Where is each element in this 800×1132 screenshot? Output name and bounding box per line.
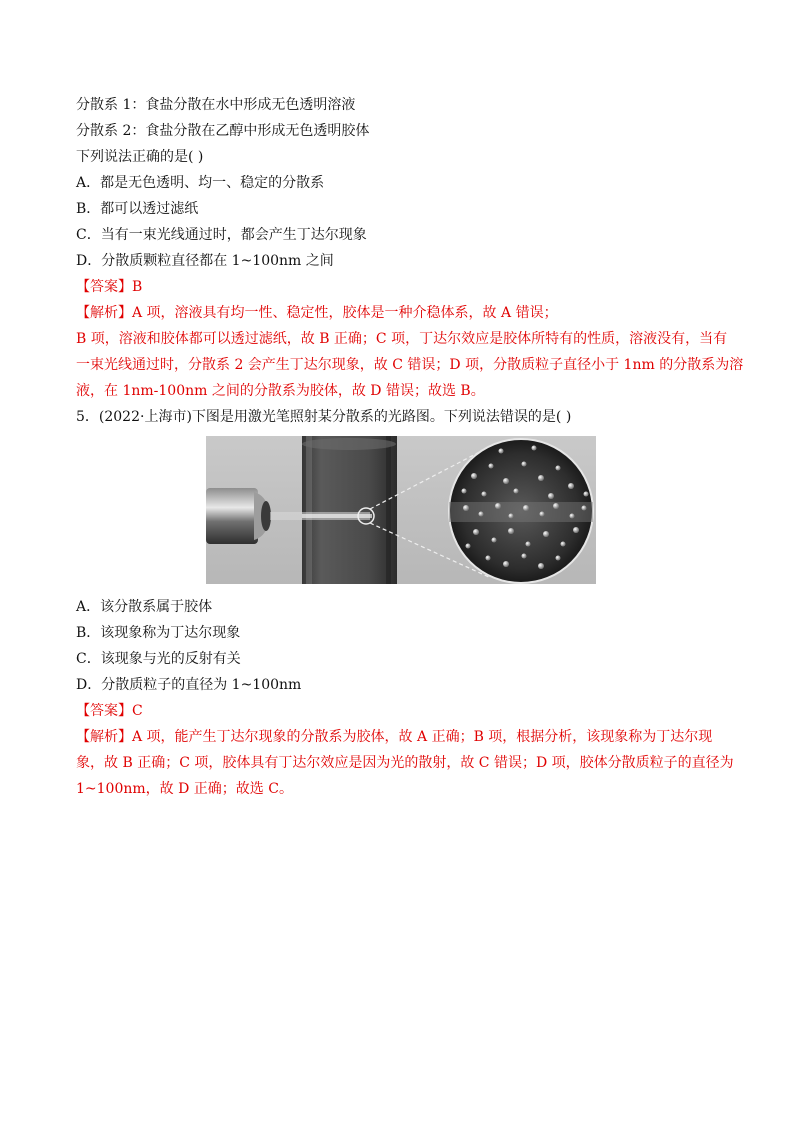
q5-option-b: B．该现象称为丁达尔现象: [76, 625, 241, 641]
q4-option-a: A．都是无色透明、均一、稳定的分散系: [76, 175, 325, 191]
q4-analysis-line-3: 一束光线通过时，分散系 2 会产生丁达尔现象，故 C 错误；D 项，分散质粒子直径小于 1nm 的分散系为溶: [76, 357, 744, 373]
q4-option-c: C．当有一束光线通过时，都会产生丁达尔现象: [76, 227, 367, 243]
q5-analysis-line-3: 1~100nm，故 D 正确；故选 C。: [76, 781, 293, 797]
q5-analysis-line-2: 象，故 B 正确；C 项，胶体具有丁达尔效应是因为光的散射，故 C 错误；D 项，胶体分散质粒子的直径为: [76, 755, 734, 771]
q4-question: 下列说法正确的是( ): [76, 149, 204, 165]
laser-pointer: [206, 488, 271, 544]
q4-intro-1: 分散系 1：食盐分散在水中形成无色透明溶液: [76, 97, 356, 113]
q4-analysis-line-1: 【解析】A 项，溶液具有均一性、稳定性，胶体是一种介稳体系，故 A 错误；: [76, 305, 558, 321]
q5-analysis-line-1: 【解析】A 项，能产生丁达尔现象的分散系为胶体，故 A 正确；B 项，根据分析，该现象称为丁达尔现: [76, 729, 713, 745]
q4-answer: 【答案】B: [76, 279, 143, 295]
document-page: [76, 92, 744, 802]
q4-analysis-line-2: B 项，溶液和胶体都可以透过滤纸，故 B 正确；C 项，丁达尔效应是胶体所特有的性质，溶液没有，当有: [76, 331, 728, 347]
q5-option-c: C．该现象与光的反射有关: [76, 651, 241, 667]
q5-option-d: D．分散质粒子的直径为 1~100nm: [76, 677, 302, 693]
tyndall-effect-photo: [206, 436, 596, 584]
beaker: [302, 436, 397, 584]
q5-option-a: A．该分散系属于胶体: [76, 599, 213, 615]
q5-answer: 【答案】C: [76, 703, 143, 719]
q4-option-b: B．都可以透过滤纸: [76, 201, 199, 217]
q4-option-d: D．分散质颗粒直径都在 1~100nm 之间: [76, 253, 334, 269]
laser-beaker-illustration: [206, 436, 596, 584]
q4-intro-2: 分散系 2：食盐分散在乙醇中形成无色透明胶体: [76, 123, 370, 139]
q4-analysis-line-4: 液，在 1nm-100nm 之间的分散系为胶体，故 D 错误；故选 B。: [76, 383, 485, 399]
q5-question: 5．(2022·上海市)下图是用激光笔照射某分散系的光路图。下列说法错误的是( ): [76, 409, 572, 425]
particle-zoom-view: [449, 439, 593, 583]
